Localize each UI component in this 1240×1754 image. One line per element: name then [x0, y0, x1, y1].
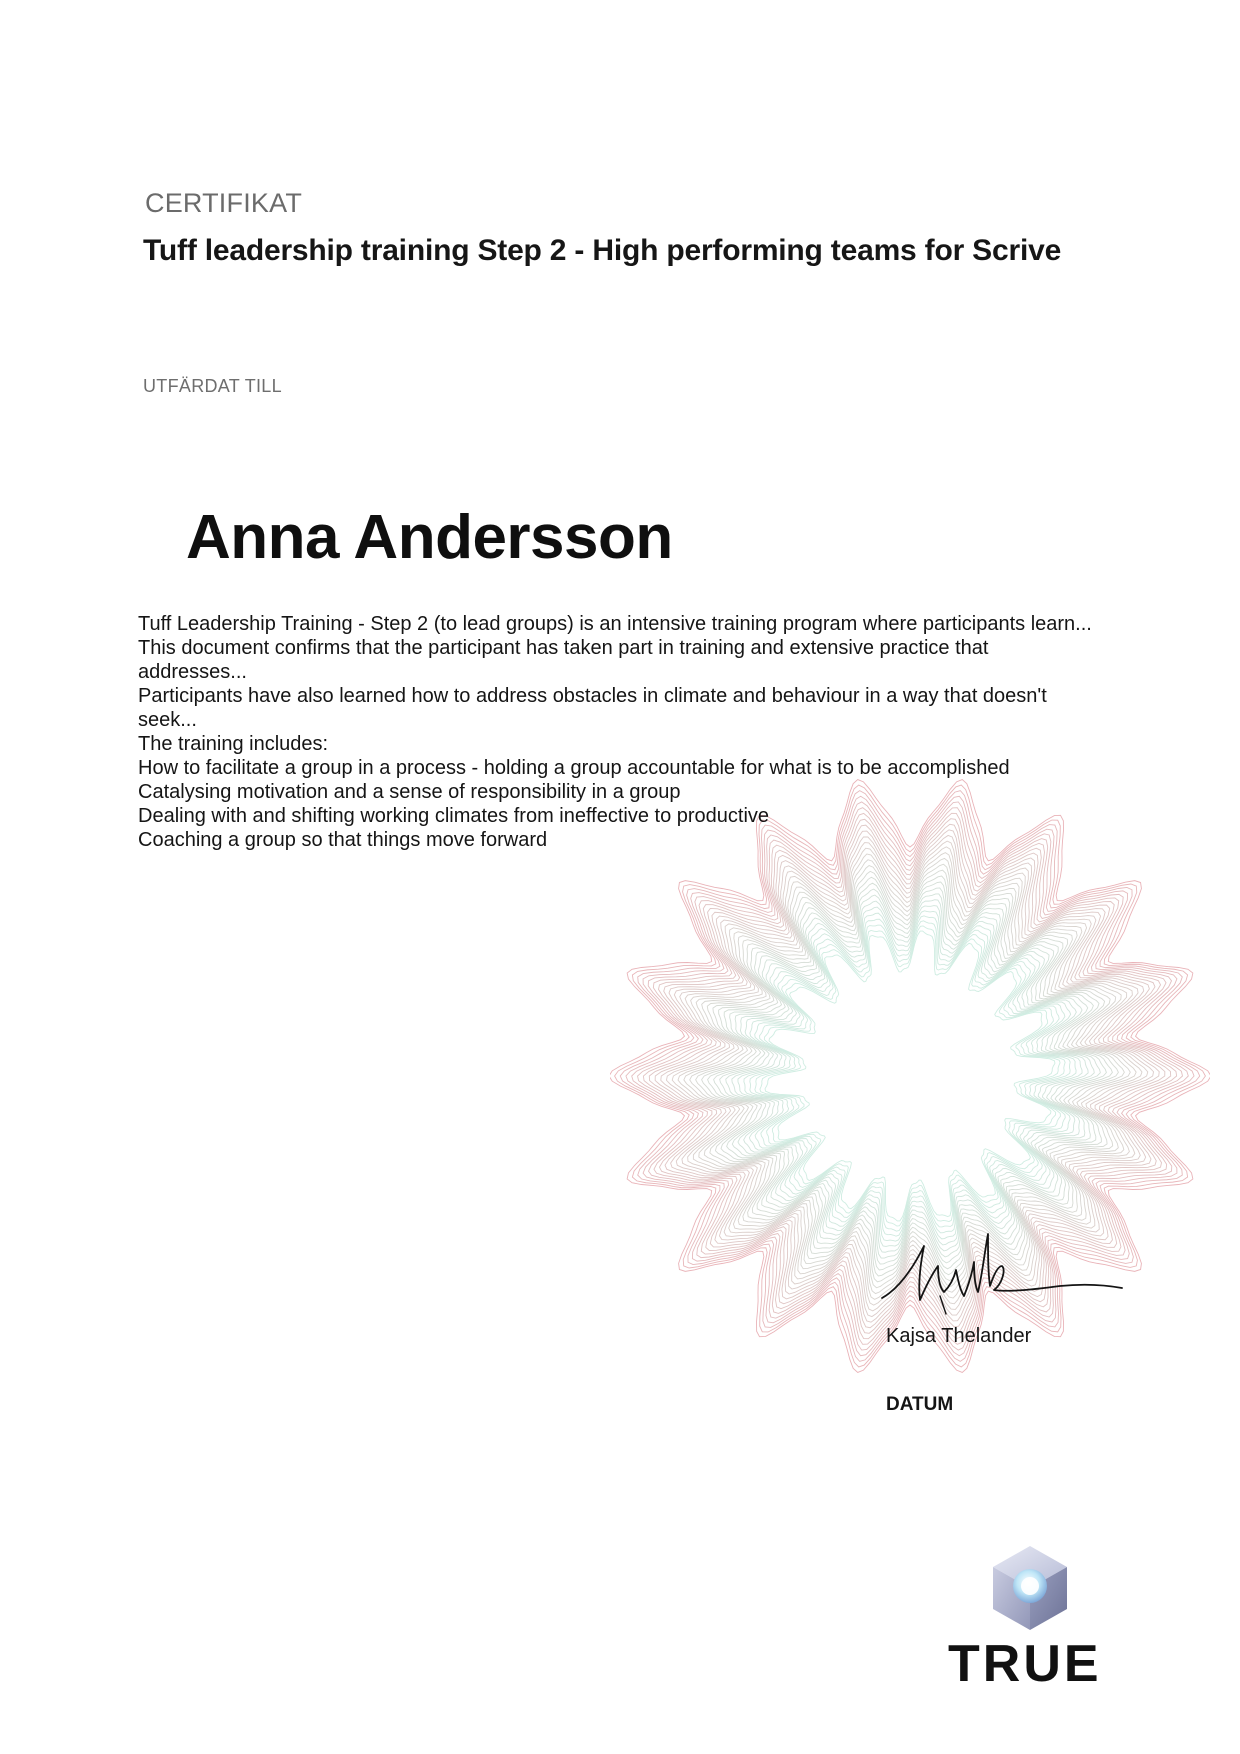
description-line: This document confirms that the participant has taken part in training and extensive practice that — [138, 637, 989, 659]
certificate-eyebrow: CERTIFIKAT — [145, 188, 303, 218]
hexagon-cube-icon — [985, 1542, 1075, 1632]
description-line: addresses... — [138, 661, 247, 683]
recipient-name: Anna Andersson — [186, 503, 673, 572]
issued-to-label: UTFÄRDAT TILL — [143, 376, 282, 396]
description-line: Coaching a group so that things move forward — [138, 829, 548, 851]
rosette-ring — [702, 870, 1119, 1282]
rosette-ring — [760, 926, 1060, 1226]
brand-logo-text: TRUE — [948, 1635, 1102, 1693]
rosette-ring — [738, 906, 1082, 1247]
description-line: Dealing with and shifting working climates from ineffective to productive — [138, 805, 770, 827]
handwritten-signature — [880, 1226, 1130, 1316]
rosette-ring — [765, 931, 1055, 1221]
certificate-description — [138, 612, 1138, 852]
signer-name: Kajsa Thelander — [886, 1325, 1032, 1347]
course-title: Tuff leadership training Step 2 - High performing teams for Scrive — [143, 234, 1062, 267]
description-line: The training includes: — [138, 733, 329, 755]
description-line: Tuff Leadership Training - Step 2 (to lead groups) is an intensive training program where participants learn... — [138, 613, 1092, 635]
rosette-ring — [720, 888, 1101, 1264]
rosette-ring — [732, 900, 1088, 1253]
rosette-ring — [744, 911, 1076, 1241]
description-line: Catalysing motivation and a sense of responsibility in a group — [138, 781, 681, 803]
rosette-ring — [726, 894, 1095, 1258]
description-line: Participants have also learned how to address obstacles in climate and behaviour in a way that doesn't — [138, 685, 1047, 707]
date-label: DATUM — [886, 1394, 954, 1415]
description-line: How to facilitate a group in a process - holding a group accountable for what is to be accomplished — [138, 757, 1010, 779]
description-line: seek... — [138, 709, 197, 731]
